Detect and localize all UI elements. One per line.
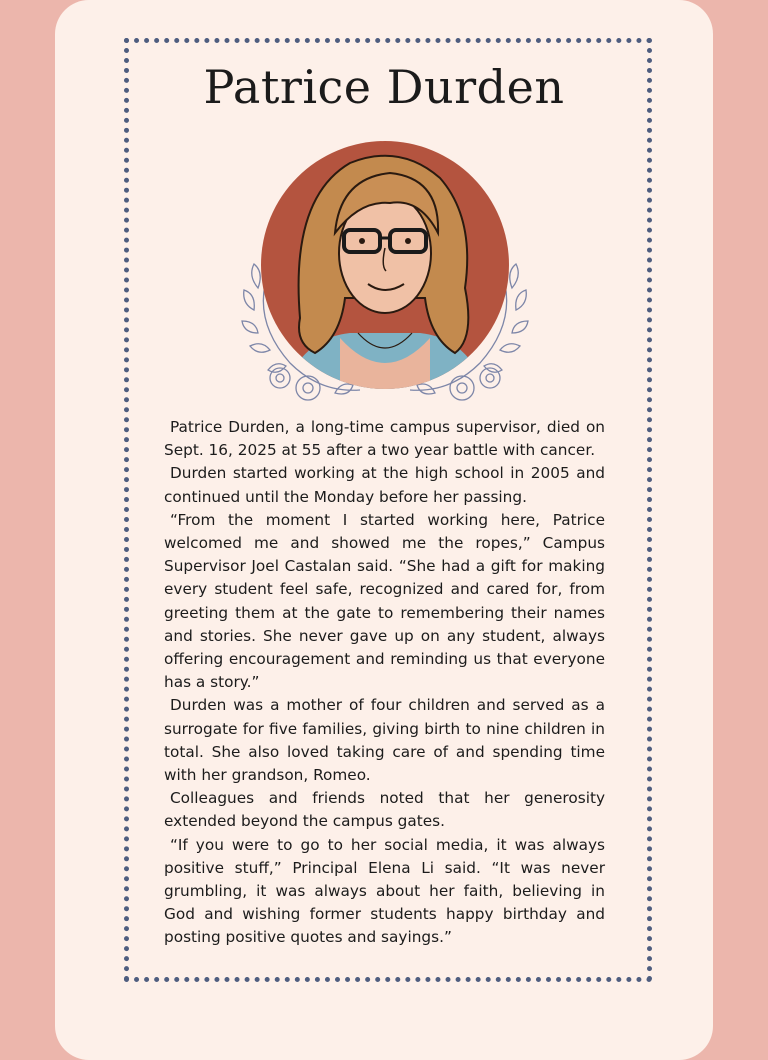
article-paragraph: Colleagues and friends noted that her generosity extended beyond the campus gates. bbox=[164, 789, 605, 831]
obituary-article bbox=[164, 416, 605, 950]
portrait-illustration-icon bbox=[240, 138, 530, 408]
article-paragraph: “From the moment I started working here, Patrice welcomed me and showed me the ropes,” Campus Supervisor Joel Castalan said. “She had a gift for making every student feel safe, recognized and cared for, from greeting them at the gate to remembering their names and stories. She never gave up on any student, always offering encouragement and reminding us that everyone has a story.” bbox=[164, 510, 605, 692]
article-paragraph: “If you were to go to her social media, it was always positive stuff,” Principal Elena Li said. “It was never grumbling, it was always about her faith, believing in God and wishing former students happy birthday and posting positive quotes and sayings.” bbox=[164, 835, 605, 947]
page-title: Patrice Durden bbox=[203, 60, 565, 114]
article-paragraph: Durden was a mother of four children and served as a surrogate for five families, giving birth to nine children in total. She also loved taking care of and spending time with her grandson, Romeo. bbox=[164, 696, 605, 785]
article-paragraph: Patrice Durden, a long-time campus supervisor, died on Sept. 16, 2025 at 55 after a two year battle with cancer. bbox=[164, 418, 605, 460]
article-paragraph: Durden started working at the high school in 2005 and continued until the Monday before her passing. bbox=[164, 464, 605, 506]
